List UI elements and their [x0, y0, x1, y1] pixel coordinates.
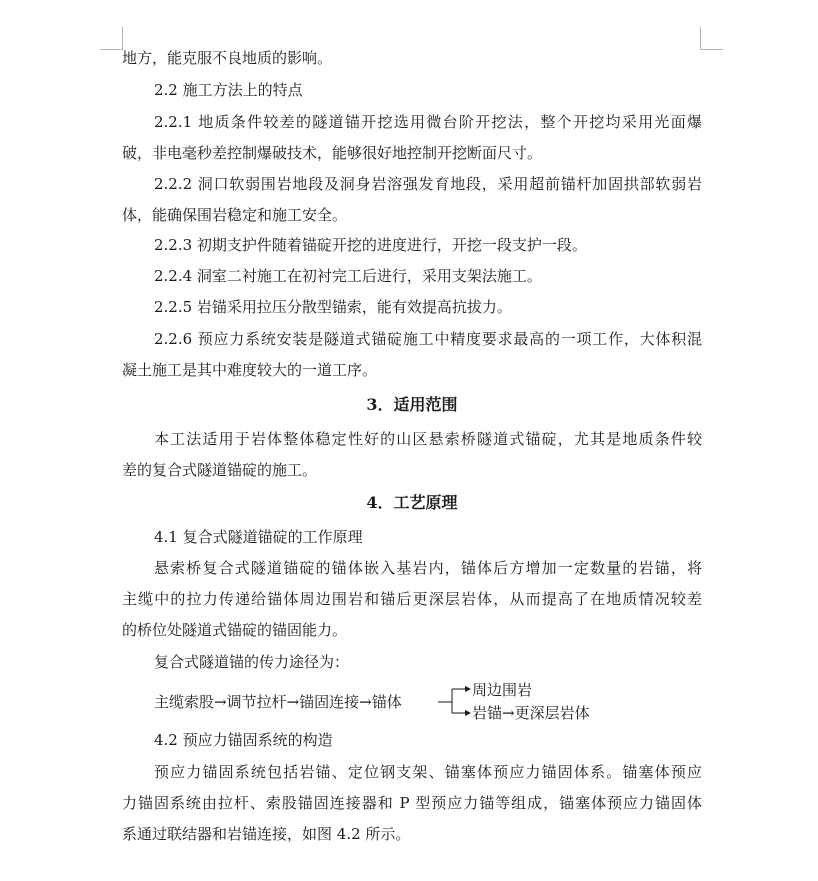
text-line: 2.2.1 地质条件较差的隧道锚开挖选用微台阶开挖法，整个开挖均采用光面爆 — [154, 113, 702, 131]
force-path-main: 主缆索股→调节拉杆→锚固连接→锚体 — [154, 693, 402, 711]
text-line: 复合式隧道锚的传力途径为： — [154, 653, 350, 671]
text-line: 系通过联结器和岩锚连接，如图 4.2 所示。 — [122, 825, 411, 843]
text-line: 凝土施工是其中难度较大的一道工序。 — [122, 361, 378, 379]
text-line: 2.2.6 预应力系统安装是隧道式锚碇施工中精度要求最高的一项工作，大体积混 — [154, 330, 702, 348]
text-line: 地方，能克服不良地质的影响。 — [122, 49, 333, 67]
text-line: 2.2.3 初期支护件随着锚碇开挖的进度进行，开挖一段支护一段。 — [154, 236, 587, 254]
page-corner-mark-top-right — [700, 27, 723, 50]
subsection-title: 4.1 复合式隧道锚碇的工作原理 — [154, 528, 363, 546]
section-heading: 4．工艺原理 — [366, 493, 458, 512]
subsection-title: 4.2 预应力锚固系统的构造 — [154, 731, 333, 749]
text-line: 体，能确保围岩稳定和施工安全。 — [122, 206, 348, 224]
force-path-branch-arrows — [438, 683, 472, 721]
force-path-branch-top: 周边围岩 — [472, 681, 533, 699]
subsection-title: 2.2 施工方法上的特点 — [154, 81, 303, 99]
text-line: 主缆中的拉力传递给锚体周边围岩和锚后更深层岩体，从而提高了在地质情况较差 — [122, 590, 702, 608]
text-line: 力锚固系统由拉杆、索股锚固连接器和 P 型预应力锚等组成，锚塞体预应力锚固体 — [122, 794, 702, 812]
text-line: 2.2.4 洞室二衬施工在初衬完工后进行，采用支架法施工。 — [154, 267, 542, 285]
text-line: 破，非电毫秒差控制爆破技术，能够很好地控制开挖断面尺寸。 — [122, 144, 543, 162]
text-line: 的桥位处隧道式锚碇的锚固能力。 — [122, 621, 348, 639]
text-line: 本工法适用于岩体整体稳定性好的山区悬索桥隧道式锚碇，尤其是地质条件较 — [154, 430, 702, 448]
section-heading: 3．适用范围 — [366, 395, 458, 414]
page-corner-mark-top-left — [100, 27, 123, 50]
text-line: 2.2.5 岩锚采用拉压分散型锚索，能有效提高抗拔力。 — [154, 298, 512, 316]
text-line: 悬索桥复合式隧道锚碇的锚体嵌入基岩内，锚体后方增加一定数量的岩锚，将 — [154, 559, 702, 577]
text-line: 差的复合式隧道锚碇的施工。 — [122, 461, 318, 479]
text-line: 2.2.2 洞口软弱围岩地段及洞身岩溶强发育地段，采用超前锚杆加固拱部软弱岩 — [154, 175, 702, 193]
text-line: 预应力锚固系统包括岩锚、定位钢支架、锚塞体预应力锚固体系。锚塞体预应 — [154, 763, 702, 781]
force-path-branch-bottom: 岩锚→更深层岩体 — [472, 704, 590, 722]
